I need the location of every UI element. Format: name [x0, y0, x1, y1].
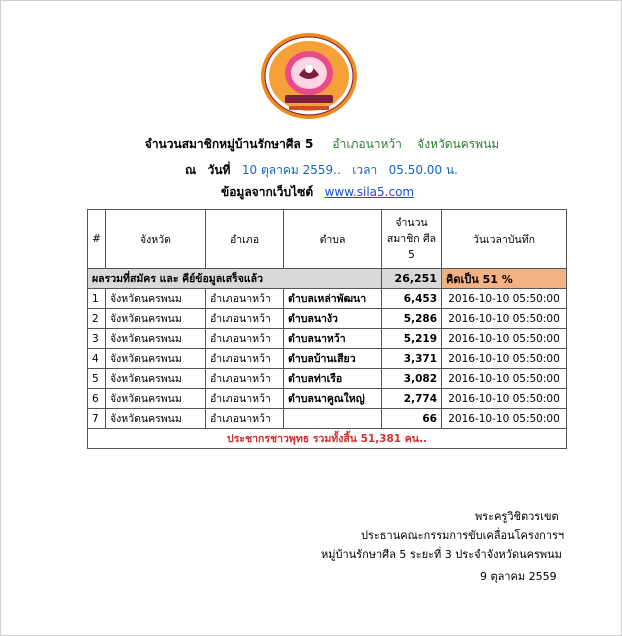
row-district: อำเภอนาหว้า	[206, 409, 284, 429]
summary-label: ผลรวมที่สมัคร และ คีย์ข้อมูลเสร็จแล้ว	[88, 269, 382, 289]
report-date: 10 ตุลาคม 2559..	[241, 163, 341, 177]
source-label: ข้อมูลจากเว็บไซต์	[221, 185, 314, 199]
row-district: อำเภอนาหว้า	[206, 389, 284, 409]
row-num: 3	[88, 329, 106, 349]
row-district: อำเภอนาหว้า	[206, 369, 284, 389]
total-population: ประชากรชาวพุทธ รวมทั้งสิ้น 51,381 คน..	[88, 429, 567, 449]
row-subdistrict: ตำบลบ้านเสียว	[284, 349, 382, 369]
row-members: 66	[382, 409, 442, 429]
row-recorded: 2016-10-10 05:50:00	[442, 409, 567, 429]
row-subdistrict: ตำบลท่าเรือ	[284, 369, 382, 389]
row-district: อำเภอนาหว้า	[206, 349, 284, 369]
row-province: จังหวัดนครพนม	[106, 309, 206, 329]
row-members: 5,286	[382, 309, 442, 329]
sila5-emblem-icon	[259, 31, 359, 121]
summary-rate: คิดเป็น 51 %	[442, 269, 567, 289]
row-subdistrict: ตำบลนางัว	[284, 309, 382, 329]
summary-row	[88, 269, 567, 289]
row-province: จังหวัดนครพนม	[106, 389, 206, 409]
report-source	[221, 183, 414, 202]
row-subdistrict: ตำบลนาคูณใหญ่	[284, 389, 382, 409]
table-row	[88, 409, 567, 429]
row-num: 1	[88, 289, 106, 309]
members-table	[87, 209, 567, 449]
table-header-row	[88, 210, 567, 269]
row-num: 6	[88, 389, 106, 409]
row-province: จังหวัดนครพนม	[106, 369, 206, 389]
row-recorded: 2016-10-10 05:50:00	[442, 309, 567, 329]
row-district: อำเภอนาหว้า	[206, 289, 284, 309]
row-members: 3,082	[382, 369, 442, 389]
row-province: จังหวัดนครพนม	[106, 289, 206, 309]
at-label: ณ	[185, 163, 197, 177]
row-subdistrict: ตำบลเหล่าพัฒนา	[284, 289, 382, 309]
row-province: จังหวัดนครพนม	[106, 409, 206, 429]
row-subdistrict: ตำบลนาหว้า	[284, 329, 382, 349]
row-recorded: 2016-10-10 05:50:00	[442, 389, 567, 409]
row-num: 4	[88, 349, 106, 369]
time-label: เวลา	[352, 163, 378, 177]
row-recorded: 2016-10-10 05:50:00	[442, 289, 567, 309]
col-members: จำนวน สมาชิก ศีล 5	[382, 210, 442, 269]
signer-title: ประธานคณะกรรมการขับเคลื่อนโครงการฯ	[361, 529, 565, 542]
row-recorded: 2016-10-10 05:50:00	[442, 329, 567, 349]
row-recorded: 2016-10-10 05:50:00	[442, 349, 567, 369]
title-district: อำเภอนาหว้า	[332, 137, 402, 151]
signature-date: 9 ตุลาคม 2559	[480, 570, 557, 583]
col-district: อำเภอ	[206, 210, 284, 269]
day-label: วันที่	[207, 163, 231, 177]
row-members: 3,371	[382, 349, 442, 369]
col-num: #	[88, 210, 106, 269]
row-district: อำเภอนาหว้า	[206, 329, 284, 349]
row-num: 2	[88, 309, 106, 329]
title-prefix: จำนวนสมาชิกหมู่บ้านรักษาศีล 5	[144, 137, 314, 151]
row-members: 6,453	[382, 289, 442, 309]
summary-total: 26,251	[382, 269, 442, 289]
table-row	[88, 389, 567, 409]
source-link[interactable]: www.sila5.com	[324, 185, 415, 199]
signer-project: หมู่บ้านรักษาศีล 5 ระยะที่ 3 ประจำจังหวัดนครพนม	[321, 548, 562, 561]
report-datetime	[185, 161, 458, 180]
report-time: 05.50.00 น.	[388, 163, 458, 177]
title-province: จังหวัดนครพนม	[417, 137, 500, 151]
col-subdistrict: ตำบล	[284, 210, 382, 269]
col-recorded: วันเวลาบันทึก	[442, 210, 567, 269]
row-members: 5,219	[382, 329, 442, 349]
row-subdistrict	[284, 409, 382, 429]
report-title	[1, 135, 622, 154]
row-province: จังหวัดนครพนม	[106, 349, 206, 369]
col-province: จังหวัด	[106, 210, 206, 269]
table-row	[88, 289, 567, 309]
table-row	[88, 349, 567, 369]
row-num: 7	[88, 409, 106, 429]
total-row	[88, 429, 567, 449]
row-province: จังหวัดนครพนม	[106, 329, 206, 349]
row-num: 5	[88, 369, 106, 389]
signer-name: พระครูวิชิตวรเขต	[475, 510, 559, 523]
table-row	[88, 369, 567, 389]
row-members: 2,774	[382, 389, 442, 409]
table-row	[88, 309, 567, 329]
row-district: อำเภอนาหว้า	[206, 309, 284, 329]
table-row	[88, 329, 567, 349]
row-recorded: 2016-10-10 05:50:00	[442, 369, 567, 389]
